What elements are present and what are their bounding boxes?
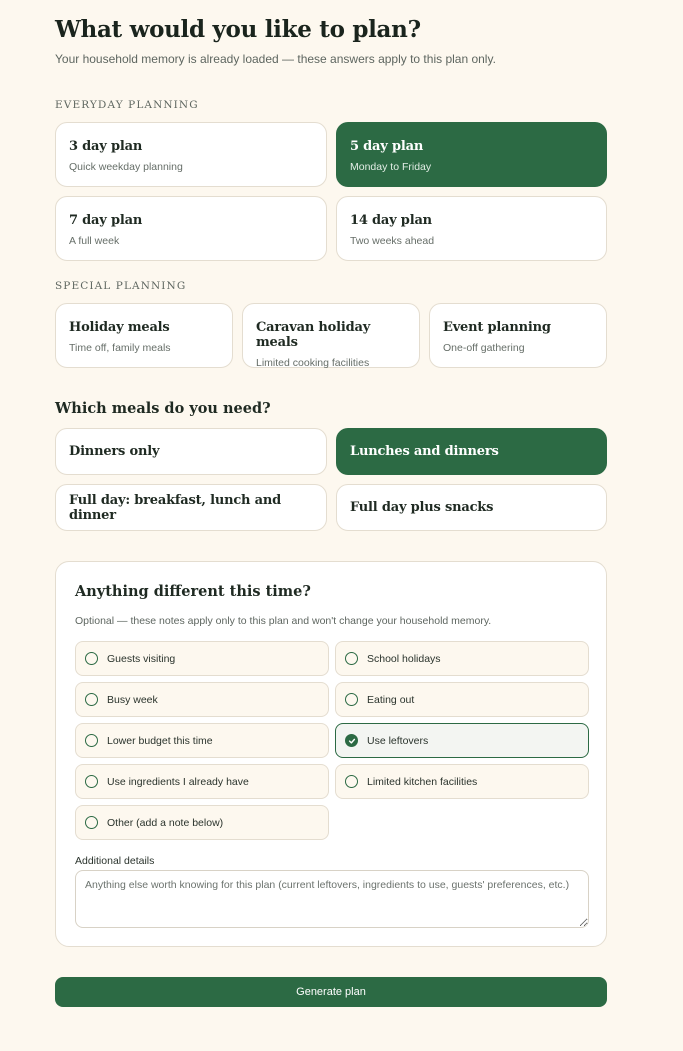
special-option-subtitle: One-off gathering: [443, 342, 525, 354]
meal-option-lunches-and-dinners[interactable]: [336, 428, 607, 475]
note-option-label: Use ingredients I already have: [107, 775, 249, 788]
radio-circle-icon: [345, 652, 358, 665]
plan-option-14-day[interactable]: [336, 196, 607, 261]
note-option-other[interactable]: [75, 805, 329, 840]
meal-option-label: Lunches and dinners: [350, 444, 499, 459]
radio-circle-icon: [85, 816, 98, 829]
special-option-holiday-meals[interactable]: [55, 303, 233, 368]
note-option-label: Guests visiting: [107, 652, 176, 665]
note-option-guests-visiting[interactable]: [75, 641, 329, 676]
note-option-school-holidays[interactable]: [335, 641, 589, 676]
radio-circle-icon: [345, 775, 358, 788]
special-planning-label: SPECIAL PLANNING: [55, 280, 187, 292]
note-option-busy-week[interactable]: [75, 682, 329, 717]
special-option-caravan-holiday[interactable]: [242, 303, 420, 368]
plan-option-title: 3 day plan: [69, 139, 143, 154]
plan-option-subtitle: A full week: [69, 235, 120, 247]
note-option-lower-budget[interactable]: [75, 723, 329, 758]
radio-circle-icon: [85, 734, 98, 747]
note-option-use-leftovers[interactable]: [335, 723, 589, 758]
check-circle-icon: [345, 734, 358, 747]
plan-option-title: 14 day plan: [350, 213, 432, 228]
meals-heading: Which meals do you need?: [55, 400, 271, 417]
special-option-title: Caravan holiday meals: [256, 320, 371, 350]
plan-option-title: 5 day plan: [350, 139, 424, 154]
radio-circle-icon: [345, 693, 358, 706]
special-option-subtitle: Time off, family meals: [69, 342, 171, 354]
plan-option-3-day[interactable]: [55, 122, 327, 187]
radio-circle-icon: [85, 652, 98, 665]
note-option-label: Busy week: [107, 693, 158, 706]
meal-option-full-day[interactable]: [55, 484, 327, 531]
note-option-label: Other (add a note below): [107, 816, 224, 829]
page-subtitle: Your household memory is already loaded — these answers apply to this plan only.: [55, 52, 496, 66]
plan-option-subtitle: Quick weekday planning: [69, 161, 183, 173]
special-option-subtitle: Limited cooking facilities: [256, 357, 370, 369]
meal-option-label: Full day: breakfast, lunch and dinner: [69, 492, 281, 523]
everyday-planning-label: EVERYDAY PLANNING: [55, 99, 199, 111]
special-option-title: Event planning: [443, 320, 551, 335]
page-title: What would you like to plan?: [55, 16, 421, 43]
additional-details-input[interactable]: [75, 870, 589, 928]
additional-details-label: Additional details: [75, 855, 155, 867]
note-option-label: Lower budget this time: [107, 734, 213, 747]
note-option-label: Eating out: [367, 693, 415, 706]
note-option-use-ingredients[interactable]: [75, 764, 329, 799]
notes-subtitle: Optional — these notes apply only to this plan and won't change your household memory.: [75, 615, 492, 627]
note-option-eating-out[interactable]: [335, 682, 589, 717]
note-option-label: School holidays: [367, 652, 441, 665]
note-option-limited-kitchen[interactable]: [335, 764, 589, 799]
radio-circle-icon: [85, 775, 98, 788]
plan-option-5-day[interactable]: [336, 122, 607, 187]
special-option-event-planning[interactable]: [429, 303, 607, 368]
special-option-title: Holiday meals: [69, 320, 170, 335]
plan-option-subtitle: Two weeks ahead: [350, 235, 435, 247]
meal-option-full-day-plus-snacks[interactable]: [336, 484, 607, 531]
generate-plan-button[interactable]: Generate plan: [55, 977, 607, 1007]
radio-circle-icon: [85, 693, 98, 706]
plan-option-subtitle: Monday to Friday: [350, 161, 432, 173]
meal-option-dinners-only[interactable]: [55, 428, 327, 475]
plan-option-title: 7 day plan: [69, 213, 143, 228]
meal-option-label: Full day plus snacks: [350, 500, 494, 515]
note-option-label: Limited kitchen facilities: [367, 775, 478, 788]
plan-option-7-day[interactable]: [55, 196, 327, 261]
note-option-label: Use leftovers: [367, 734, 429, 747]
notes-panel: [55, 561, 607, 947]
notes-title: Anything different this time?: [75, 583, 311, 600]
meal-option-label: Dinners only: [69, 444, 160, 459]
